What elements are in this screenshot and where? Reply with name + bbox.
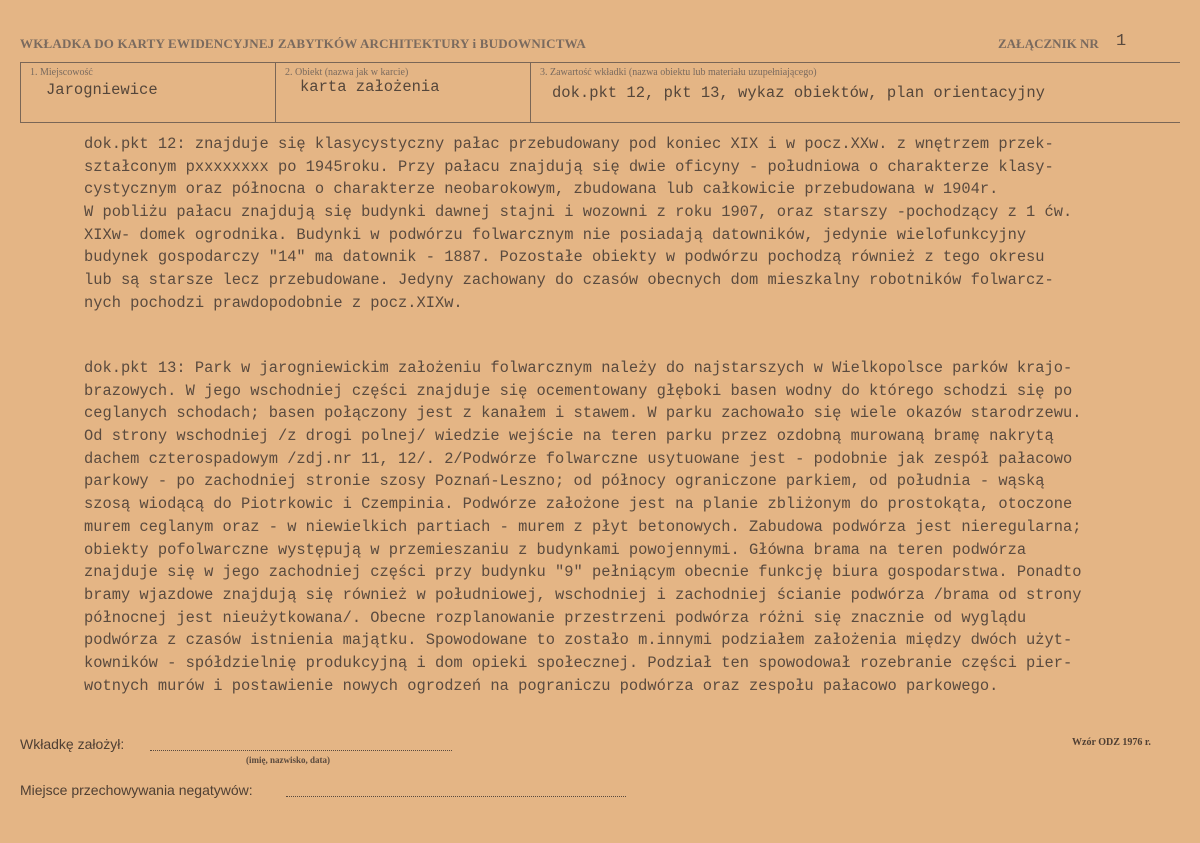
text-line: znajduje się w jego zachodniej części przy budynku "9" pełniącym obecnie funkcję biura gospodarstwa. Ponadto [84, 563, 1082, 582]
field-locality-label: 1. Miejscowość [30, 67, 93, 78]
text-line: dok.pkt 12: znajduje się klasycystyczny pałac przebudowany pod koniec XIX i w pocz.XXw. z wnętrzem przek- [84, 135, 1054, 153]
text-line: dok.pkt 13: Park w jarogniewickim założeniu folwarcznym należy do najstarszych w Wielkopolsce parków krajo- [84, 359, 1073, 377]
text-line: podwórza z czasów istnienia majątku. Spowodowane to zostało m.innymi podziałem założenia między dwóch użyt- [84, 631, 1073, 650]
creator-dotted-line [150, 750, 452, 751]
negatives-dotted-line [286, 796, 626, 797]
negatives-label: Miejsce przechowywania negatywów: [20, 782, 253, 798]
text-line: wotnych murów i postawienie nowych ogrodzeń na pograniczu podwórza oraz zespołu pałacowo parkowego. [84, 676, 999, 695]
text-line: kowników - spółdzielnię produkcyjną i dom opieki społecznej. Podział ten spowodował rozebranie części pier- [84, 653, 1073, 672]
creator-hint: (imię, nazwisko, data) [246, 755, 330, 765]
text-line: XIXw- domek ogrodnika. Budynki w podwórzu folwarcznym nie posiadają datowników, jedynie wielofunkcyjny [84, 225, 1027, 244]
text-line: dachem czterospadowym /zdj.nr 11, 12/. 2/Podwórze folwarczne usytuowane jest - podobnie jak zespół pałacowo [84, 449, 1073, 468]
creator-label: Wkładkę założył: [20, 736, 125, 752]
text-line: parkowy - po zachodniej stronie szosy Poznań-Leszno; od północy ograniczone parkiem, od południa - wąską [84, 472, 1045, 491]
text-line: szosą wiodącą do Piotrkowic i Czempinia. Podwórze założone jest na planie zbliżonym do prostokąta, otoczone [84, 495, 1073, 514]
field-object-value: karta założenia [300, 78, 440, 96]
paragraph-item-12 [84, 133, 1194, 315]
text-line: bramy wjazdowe znajdują się również w południowej, wschodniej i zachodniej ścianie podwórza /brama od strony [84, 585, 1082, 604]
text-line: północnej jest nieużytkowana/. Obecne rozplanowanie przestrzeni podwórza różni się znacznie od wyglądu [84, 608, 1027, 627]
text-line: cystycznym oraz północna o charakterze neobarokowym, zbudowana lub całkowicie przebudowana w 1904r. [84, 180, 999, 199]
field-object-label: 2. Obiekt (nazwa jak w karcie) [285, 67, 409, 78]
text-line: lub są starsze lecz przebudowane. Jedyny zachowany do czasów obecnych dom mieszkalny robotników folwarcz- [84, 271, 1054, 290]
paragraph-item-13 [84, 357, 1194, 697]
annex-number: 1 [1116, 32, 1127, 51]
text-line: obiekty pofolwarczne występują w przemieszaniu z budynkami powojennymi. Główna brama na teren podwórza [84, 540, 1027, 559]
field-divider [275, 62, 276, 122]
fields-left-rule [20, 62, 21, 122]
card-title: WKŁADKA DO KARTY EWIDENCYJNEJ ZABYTKÓW ARCHITEKTURY i BUDOWNICTWA [20, 36, 586, 51]
text-line: budynek gospodarczy "14" ma datownik - 1887. Pozostałe obiekty w podwórzu pochodzą również z tego okresu [84, 248, 1045, 267]
form-model-label: Wzór ODZ 1976 r. [1072, 737, 1151, 748]
field-contents-value: dok.pkt 12, pkt 13, wykaz obiektów, plan orientacyjny [552, 84, 1045, 102]
text-line: ceglanych schodach; basen połączony jest z kanałem i stawem. W parku zachowało się wiele okazów starodrzewu. [84, 404, 1082, 423]
annex-label: ZAŁĄCZNIK NR [998, 36, 1099, 51]
text-line: murem ceglanym oraz - w niewielkich partiach - murem z płyt betonowych. Zabudowa podwórza jest nieregularna; [84, 517, 1082, 536]
text-line: ształconym pxxxxxxxx po 1945roku. Przy pałacu znajdują się dwie oficyny - południowa o charakterze klasy- [84, 157, 1054, 176]
text-line: W pobliżu pałacu znajdują się budynki dawnej stajni i wozowni z roku 1907, oraz starszy -pochodzący z 1 ćw. [84, 203, 1073, 222]
field-divider [530, 62, 531, 122]
text-line: Od strony wschodniej /z drogi polnej/ wiedzie wejście na teren parku przez ozdobną murowaną bramę nakrytą [84, 427, 1054, 446]
field-contents-label: 3. Zawartość wkładki (nazwa obiektu lub materiału uzupełniającego) [540, 67, 817, 78]
text-line: nych pochodzi prawdopodobnie z pocz.XIXw. [84, 293, 463, 312]
text-line: brazowych. W jego wschodniej części znajduje się ocementowany głęboki basen wodny do którego schodzi się po [84, 381, 1073, 400]
field-locality-value: Jarogniewice [46, 81, 158, 99]
